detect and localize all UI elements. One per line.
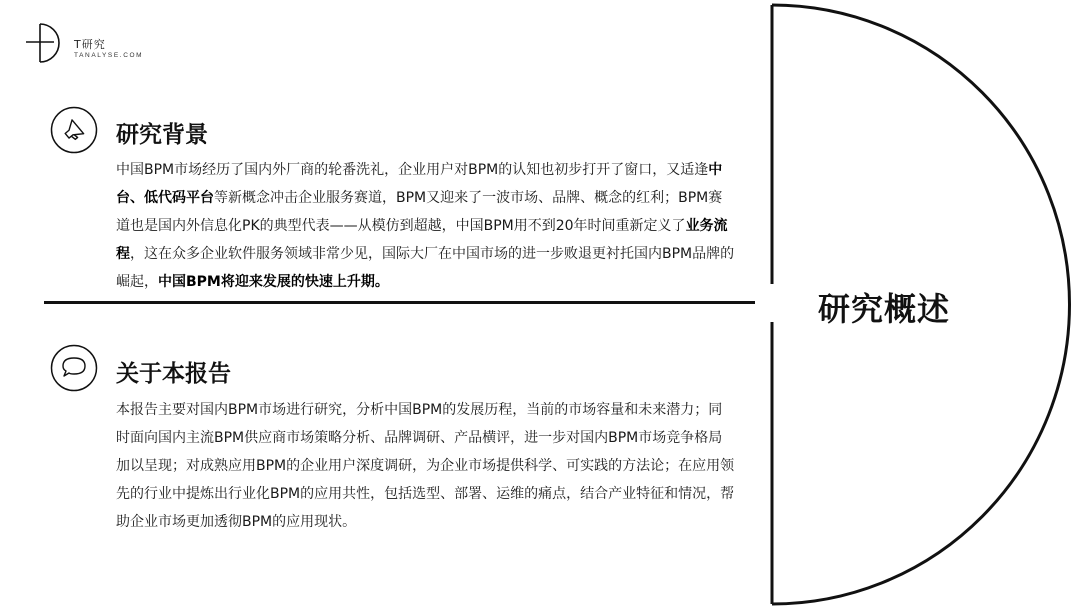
section-body-about-report: 本报告主要对国内BPM市场进行研究，分析中国BPM的发展历程，当前的市场容量和未来潜力；同时面向国内主流BPM供应商市场策略分析、品牌调研、产品横评，进一步对国内BPM市场竞争格局加以呈现；对成熟应用BPM的企业用户深度调研，为企业市场提供科学、可实践的方法论；在应用领先的行业中提炼出行业化BPM的应用共性，包括选型、部署、运维的痛点，结合产业特征和情况，帮助企业市场更加透彻BPM的应用现状。: [116, 402, 735, 530]
section-title-about-report: 关于本报告: [116, 361, 231, 387]
section-body-background: 中国BPM市场经历了国内外厂商的轮番洗礼，企业用户对BPM的认知也初步打开了窗口，又适逢中台、低代码平台等新概念冲击企业服务赛道，BPM又迎来了一波市场、品牌、概念的红利；BPM赛道也是国内外信息化PK的典型代表——从模仿到超越，中国BPM用不到20年时间重新定义了业务流程，这在众多企业软件服务领域非常少见，国际大厂在中国市场的进一步败退更衬托国内BPM品牌的崛起，中国BPM将迎来发展的快速上升期。: [116, 162, 735, 290]
section-title-background: 研究背景: [116, 122, 208, 148]
logo-text-en: TANALYSE.COM: [74, 52, 144, 59]
logo-text-cn: T研究: [74, 38, 106, 51]
overview-title: 研究概述: [818, 290, 951, 328]
